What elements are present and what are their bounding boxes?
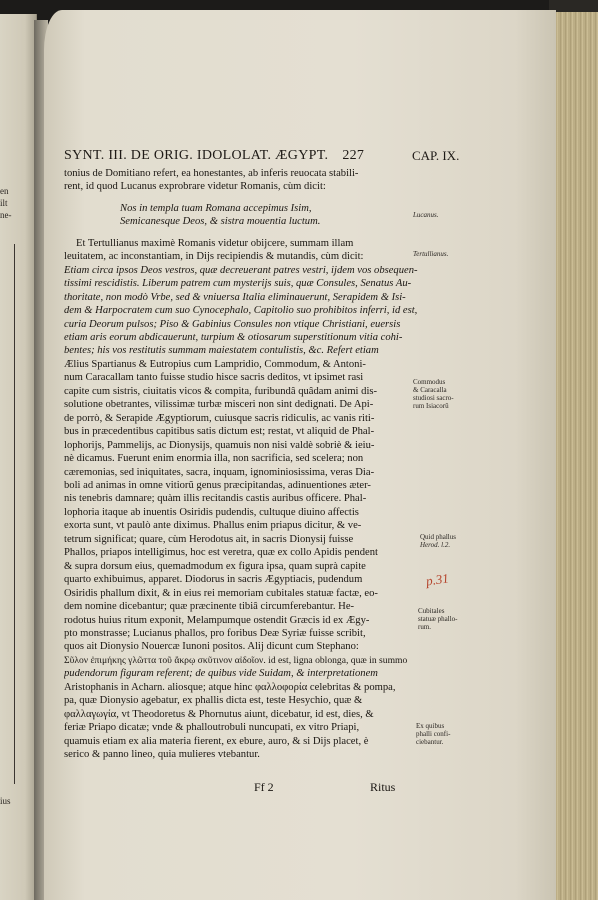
running-header (64, 148, 364, 164)
text-line: Osiridis phallum dixit, & in eius rei memoriam cubitales statuæ factæ, eo- (64, 587, 378, 599)
margin-note-text: Quid phallus (420, 533, 456, 541)
left-facing-page (0, 14, 37, 900)
quote-line: etiam aris eorum abdicauerunt, turpium & otiosarum superstitionum vitia cohi- (64, 331, 403, 343)
text-line: tetrum significat; quare, cùm Herodotus ait, in sacris Dionysij fuisse (64, 533, 354, 545)
text-line: lophoria itaque ab inuentis Osiridis pudendis, cultuque diuino affectis (64, 506, 359, 518)
text-line: de porrò, & Serapide Ægyptiorum, cuiusque sacris ridiculis, ac vanis riti- (64, 412, 375, 424)
text-line: Aristophanis in Acharn. aliosque; atque hinc φαλλοφορία celebritas & pompa, (64, 681, 396, 693)
margin-note-text: Tertullianus. (413, 250, 449, 258)
margin-note-text: Ex quibus (416, 722, 445, 730)
text-line: dem nomine dicebantur; quæ præcinente tibiâ circumferebantur. He- (64, 601, 355, 613)
text-line: nis tenebris damnare; quàm illis recitandis castis auribus officere. Phal- (64, 493, 367, 505)
margin-note-tertullianus (413, 250, 463, 258)
margin-note-text: Commodus (413, 378, 446, 386)
signature-mark: Ff 2 (254, 780, 274, 794)
body-text (64, 167, 419, 761)
quote-line: dem & Harpocratem cum suo Cynocephalo, Capitolio suo prohibitos inferri, id est, (64, 305, 418, 317)
catchword: Ritus (370, 780, 396, 794)
left-page-fragment: ius (0, 796, 11, 806)
margin-note-phallus (420, 533, 470, 549)
margin-note-text: studiosi sacro- (413, 394, 454, 402)
text-line: φαλλαγωγία, vt Theodoretus & Phornutus aiunt, dicebatur, id est, dies, & (64, 708, 374, 720)
text-line: bus in præcedentibus capitibus satis dictum est; restat, vt aliquid de Phal- (64, 426, 375, 438)
text-line: boli ad animas in omne vitiorũ genus præcipitandas, adinuentiones æter- (64, 479, 371, 491)
text-line: rodotus huius ritum exponit, Melampumque ostendit Græcis id ex Ægy- (64, 614, 370, 626)
text-line: solutione obetrantes, vilissimæ turbæ misceri non sint dedignati. De Api- (64, 399, 374, 411)
text-line: feriæ Priapo dicatæ; vnde & phalloutrobuli nuncupati, ex vitro Priapi, (64, 722, 360, 734)
margin-note-text: rum Isiacorũ (413, 402, 449, 410)
text-line: quamuis etiam ex alia materia fierent, ex ebure, auro, & si Dijs placet, è (64, 735, 369, 747)
margin-note-text: phalli confi- (416, 730, 451, 738)
text-line: lophorijs, Pammelijs, ac Dionysijs, quamuis non nisi valdè sobriè & ieiu- (64, 439, 375, 451)
text-line: pudendorum figuram referent; de quibus vide Suidam, & interpretationem (64, 668, 378, 680)
quote-line: bentes; his vos restitutis summam maiestatem contulistis, &c. Refert etiam (64, 345, 379, 357)
text-line: quarto exhibuimus, apparet. Diodorus in sacris Ægyptiacis, pudendum (64, 574, 363, 586)
left-page-fragment: ilt (0, 198, 8, 208)
left-page-fragment: ne- (0, 210, 12, 220)
left-page-fragment: en (0, 186, 9, 196)
quote-line: tissimi rescidistis. Liberum patrem cum mysterijs suis, quæ Consules, Senatus Au- (64, 278, 412, 290)
text-line: quos ait Dionysio Nouercæ Iunoni positos. Alij dicunt cum Stephano: (64, 641, 359, 653)
verse-line: Nos in templa tuam Romana accepimus Isim, (120, 202, 312, 214)
text-line: num Caracallam tanto fuisse studio hisce sacris deditos, vt ipsimet rasi (64, 372, 364, 384)
margin-note-commodus (413, 378, 463, 410)
text-line: & supra dorsum eius, quemadmodum ex figura ipsa, quam suprà capite (64, 560, 366, 572)
text-line: Phallos, priapos intelligimus, hoc est veretra, quæ ex collo Apidis pendent (64, 547, 378, 559)
text-line: exorta sunt, vt paulò ante diximus. Phallus enim priapus dicitur, & ve- (64, 520, 362, 532)
margin-note-text: statuæ phallo- (418, 615, 458, 623)
quote-line: Etiam circa ipsos Deos vestros, quæ decreuerant patres vestri, ijdem vos obsequen- (64, 264, 418, 276)
left-page-rule (14, 244, 15, 784)
greek-line: Σῦλον ἐπιμήκης γλῶττα τοῦ ἄκρῳ σκῦτινον αἰδοῖον. id est, ligna oblonga, quæ in summo (64, 654, 408, 666)
margin-note-text: ciebantur. (416, 738, 444, 746)
running-title: SYNT. III. DE ORIG. IDOLOLAT. ÆGYPT. (64, 148, 329, 163)
text-line: capite cum sistris, ciuitatis vicos & compita, furibundâ quâdam animi dis- (64, 385, 378, 397)
quote-line: thoritate, non modò Vrbe, sed & vniuersa Italia eliminauerunt, Serapidem & Isi- (64, 291, 406, 303)
text-line: pa, quæ Dionysio agebatur, ex phallis dicta est, teste Hesychio, quæ & (64, 695, 363, 707)
margin-note-text: Herod. l.2. (420, 541, 451, 549)
handwritten-annotation: p.31 (424, 570, 450, 589)
page-number: 227 (342, 148, 365, 163)
margin-note-text: rum. (418, 623, 432, 631)
text-line: serico & panno lineo, quia mulieres vtebantur. (64, 749, 260, 761)
text-line: rent, id quod Lucanus exprobrare videtur Romanis, cùm dicit: (64, 181, 326, 193)
text-line: leuitatem, ac inconstantiam, in Dijs recipiendis & mutandis, cùm dicit: (64, 251, 364, 263)
text-line: Ælius Spartianus & Eutropius cum Lampridio, Commodum, & Antoni- (64, 358, 366, 370)
page-edges (549, 12, 598, 900)
verse-line: Semicanesque Deos, & sistra mouentia luctum. (120, 216, 321, 228)
margin-note-lucanus (413, 211, 463, 219)
margin-note-text: & Caracalla (413, 386, 447, 394)
text-line: nè dicamus. Fuerunt enim enormia illa, non sacrificia, sed scelera; non (64, 453, 364, 465)
quote-line: curia Deorum pulsos; Piso & Gabinius Consules non vtique Christiani, euersis (64, 318, 401, 330)
margin-note-cubitales (418, 607, 468, 631)
text-line: tonius de Domitiano refert, ea honestantes, ab inferis reuocata stabili- (64, 168, 359, 179)
margin-note-text: Lucanus. (413, 211, 439, 219)
text-line: cæremonias, sed iniquitates, sacra, inquam, ignominiosissima, veras Dia- (64, 466, 375, 478)
margin-note-ex-quibus (416, 722, 466, 746)
chapter-label: CAP. IX. (412, 148, 460, 163)
text-line: pto monstrasse; Lucianus phallos, pro foribus Deæ Syriæ fuisse scribit, (64, 627, 366, 639)
text-line: Et Tertullianus maximè Romanis videtur obijcere, summam illam (76, 237, 354, 249)
margin-note-text: Cubitales (418, 607, 445, 615)
